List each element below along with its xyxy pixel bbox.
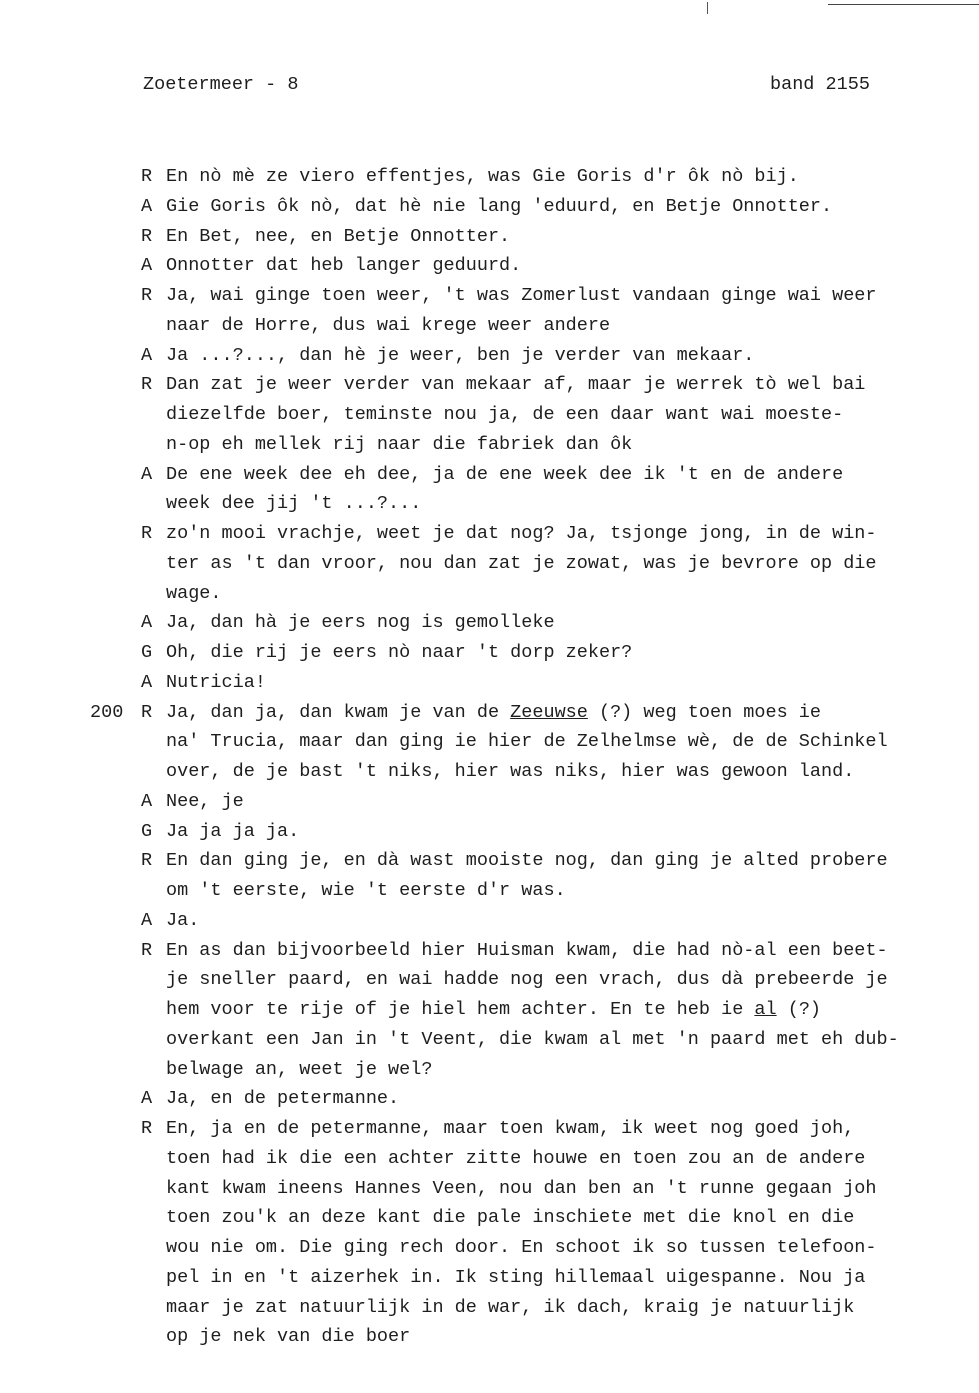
transcript-turn xyxy=(0,460,979,520)
transcript-turn xyxy=(0,519,979,608)
utterance-line: wage. xyxy=(166,582,222,604)
utterance-line: Ja, dan hà je eers nog is gemolleke xyxy=(166,612,555,634)
utterance-line: Nee, je xyxy=(166,790,244,812)
line-number: 200 xyxy=(90,701,124,723)
speaker-label: R xyxy=(141,1118,153,1139)
speaker-label: G xyxy=(141,642,153,663)
utterance-line: na' Trucia, maar dan ging ie hier de Zelhelmse wè, de de Schinkel xyxy=(166,731,888,753)
utterance-line: kant kwam ineens Hannes Veen, nou dan ben an 't runne gegaan joh xyxy=(166,1177,877,1199)
utterance-line: maar je zat natuurlijk in de war, ik dach, kraig je natuurlijk xyxy=(166,1296,855,1318)
transcript-turn xyxy=(0,817,979,847)
utterance-line: Ja ja ja ja. xyxy=(166,820,300,842)
transcript-turn xyxy=(0,162,979,192)
speaker-label: A xyxy=(141,909,153,931)
utterance-line: Ja, en de petermanne. xyxy=(166,1088,400,1110)
transcript-turn xyxy=(0,787,979,817)
speaker-label: R xyxy=(141,850,153,872)
transcript xyxy=(0,162,979,1352)
utterance-line: Onnotter dat heb langer geduurd. xyxy=(166,255,522,277)
speaker-label: A xyxy=(141,255,153,277)
speaker-label: R xyxy=(141,523,153,544)
utterance-line: wou nie om. Die ging rech door. En schoot ik so tussen telefoon- xyxy=(166,1237,877,1258)
transcript-turn xyxy=(0,370,979,459)
speaker-label: A xyxy=(141,612,153,634)
utterance-line: pel in en 't aizerhek in. Ik sting hillemaal uigespanne. Nou ja xyxy=(166,1266,866,1288)
utterance-line: n-op eh mellek rij naar die fabriek dan ôk xyxy=(166,433,633,455)
utterance-line: op je nek van die boer xyxy=(166,1326,411,1348)
utterance-line: naar de Horre, dus wai krege weer andere xyxy=(166,314,611,336)
utterance-line: week dee jij 't ...?... xyxy=(166,493,422,515)
underlined-word: al xyxy=(754,999,777,1020)
speaker-label: A xyxy=(141,344,153,366)
speaker-label: R xyxy=(141,939,153,961)
page-header-tape-number: band 2155 xyxy=(770,74,870,95)
transcript-turn xyxy=(0,906,979,936)
underlined-word: Zeeuwse xyxy=(510,701,588,723)
transcript-turn xyxy=(0,1084,979,1114)
utterance-line: Ja, wai ginge toen weer, 't was Zomerlust vandaan ginge wai weer xyxy=(166,285,877,306)
transcript-turn xyxy=(0,341,979,371)
transcript-turn xyxy=(0,192,979,222)
speaker-label: A xyxy=(141,195,153,217)
speaker-label: R xyxy=(141,701,153,723)
transcript-turn xyxy=(0,251,979,281)
speaker-label: G xyxy=(141,820,153,842)
utterance-line-tail: (?) xyxy=(776,999,822,1020)
utterance-line-tail: (?) weg toen moes ie xyxy=(587,701,822,723)
speaker-label: R xyxy=(141,285,153,306)
transcript-turn xyxy=(0,608,979,638)
utterance-line: Ja, dan ja, dan kwam je van de xyxy=(166,701,511,723)
utterance-line: overkant een Jan in 't Veent, die kwam al met 'n paard met eh dub- xyxy=(166,1028,899,1050)
utterance-line: Gie Goris ôk nò, dat hè nie lang 'eduurd, en Betje Onnotter. xyxy=(166,195,833,217)
transcript-turn xyxy=(0,638,979,668)
utterance-line: belwage an, weet je wel? xyxy=(166,1058,433,1080)
transcript-turn xyxy=(0,222,979,252)
transcript-turn xyxy=(0,281,979,341)
utterance-line: Nutricia! xyxy=(166,671,266,693)
utterance-line: En as dan bijvoorbeeld hier Huisman kwam, die had nò-al een beet- xyxy=(166,939,888,961)
transcript-turn xyxy=(0,698,979,787)
utterance-line: hem voor te rije of je hiel hem achter. En te heb ie xyxy=(166,999,755,1020)
transcript-turn xyxy=(0,846,979,906)
utterance-line: En dan ging je, en dà wast mooiste nog, dan ging je alted probere xyxy=(166,850,888,872)
utterance-line: De ene week dee eh dee, ja de ene week dee ik 't en de andere xyxy=(166,463,844,485)
transcript-turn xyxy=(0,1114,979,1352)
utterance-line: En Bet, nee, en Betje Onnotter. xyxy=(166,225,511,247)
top-edge-rule xyxy=(828,4,979,5)
speaker-label: A xyxy=(141,1088,153,1110)
utterance-line: toen zou'k an deze kant die pale inschiete met die knol en die xyxy=(166,1207,855,1229)
utterance-line: zo'n mooi vrachje, weet je dat nog? Ja, tsjonge jong, in de win- xyxy=(166,523,877,544)
speaker-label: R xyxy=(141,374,153,396)
utterance-line: Oh, die rij je eers nò naar 't dorp zeker? xyxy=(166,642,633,663)
utterance-line: diezelfde boer, teminste nou ja, de een daar want wai moeste- xyxy=(166,404,844,425)
utterance-line: En, ja en de petermanne, maar toen kwam, ik weet nog goed joh, xyxy=(166,1118,855,1139)
utterance-line: toen had ik die een achter zitte houwe en toen zou an de andere xyxy=(166,1147,866,1169)
top-tick-mark xyxy=(707,2,708,14)
utterance-line: En nò mè ze viero effentjes, was Gie Goris d'r ôk nò bij. xyxy=(166,166,799,187)
utterance-line: je sneller paard, en wai hadde nog een vrach, dus dà prebeerde je xyxy=(166,969,888,991)
transcript-turn xyxy=(0,668,979,698)
utterance-line: om 't eerste, wie 't eerste d'r was. xyxy=(166,880,566,901)
utterance-line: Ja ...?..., dan hè je weer, ben je verder van mekaar. xyxy=(166,344,755,366)
speaker-label: A xyxy=(141,790,153,812)
speaker-label: R xyxy=(141,225,153,247)
utterance-line: Ja. xyxy=(166,909,200,931)
utterance-line: ter as 't dan vroor, nou dan zat je zowat, was je bevrore op die xyxy=(166,552,877,574)
transcript-turn xyxy=(0,936,979,1085)
speaker-label: R xyxy=(141,166,153,187)
speaker-label: A xyxy=(141,671,153,693)
speaker-label: A xyxy=(141,463,153,485)
page-header-title: Zoetermeer - 8 xyxy=(143,74,299,95)
utterance-line: over, de je bast 't niks, hier was niks, hier was gewoon land. xyxy=(166,761,855,782)
utterance-line: Dan zat je weer verder van mekaar af, maar je werrek tò wel bai xyxy=(166,374,866,396)
